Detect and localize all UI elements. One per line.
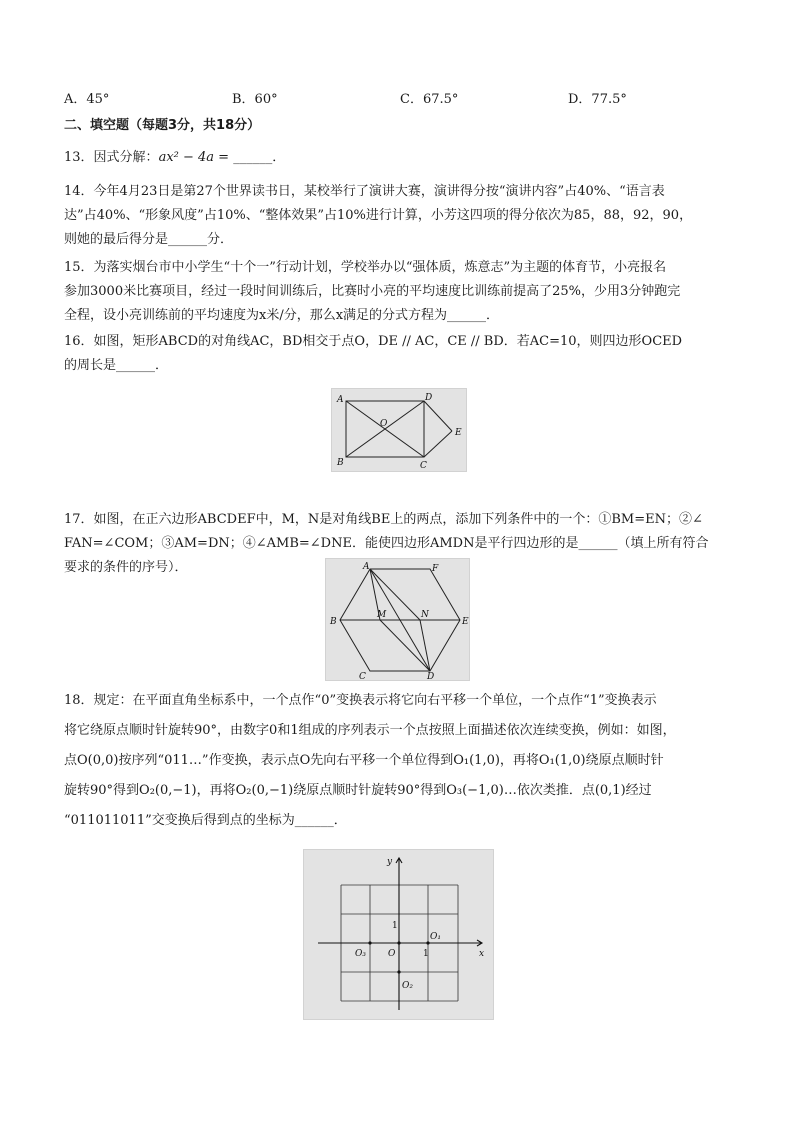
question-13	[64, 146, 740, 170]
q18-figure	[303, 849, 494, 1020]
q18-line-3: 点O(0,0)按序列“011…”作变换，表示点O先向右平移一个单位得到O₁(1,0)，再将O₁(1,0)绕原点顺时针	[64, 753, 664, 768]
label-a: A	[363, 562, 370, 572]
q13-text: 因式分解：	[93, 150, 159, 165]
label-o2: O₂	[402, 981, 413, 991]
q17-figure	[325, 558, 470, 681]
q14-line-2: 达”占40%、“形象风度”占10%、“整体效果”占10%进行计算，小芳这四项的得分依次为85，88，92，90，	[64, 208, 693, 223]
label-a: A	[337, 395, 344, 405]
label-one-x: 1	[423, 949, 429, 959]
segment-de	[424, 401, 452, 431]
section-title: 二、填空题（每题3分，共18分）	[64, 118, 261, 133]
label-one-y: 1	[392, 921, 398, 931]
question-14	[64, 180, 740, 252]
label-o: O	[380, 419, 388, 429]
label-d: D	[425, 393, 433, 403]
option-c: C．67.5°	[400, 92, 459, 107]
label-o1: O₁	[430, 932, 441, 942]
segment-ce	[424, 431, 452, 457]
q15-line-2: 参加3000米比赛项目，经过一段时间训练后，比赛时小亮的平均速度比训练前提高了25%，少用3分钟跑完	[64, 284, 681, 299]
label-c: C	[420, 461, 427, 471]
q16-line-2: 的周长是______．	[64, 358, 169, 373]
label-m: M	[377, 610, 387, 620]
label-o3: O₃	[355, 949, 366, 959]
label-b: B	[330, 617, 337, 627]
q17-line-2: FAN=∠COM；③AM=DN；④∠AMB=∠DNE．能使四边形AMDN是平行四边形的是______（填上所有符合	[64, 536, 709, 551]
q13-num: 13．	[64, 150, 94, 165]
q18-line-4: 旋转90°得到O₂(0,−1)，再将O₂(0,−1)绕原点顺时针旋转90°得到O₃(−1,0)…依次类推．点(0,1)经过	[64, 783, 652, 798]
option-a: A．45°	[64, 92, 110, 107]
label-origin: O	[388, 949, 396, 959]
question-16	[64, 330, 740, 378]
q18-line-2: 将它绕原点顺时针旋转90°，由数字0和1组成的序列表示一个点按照上面描述依次连续变换，例如：如图，	[64, 723, 676, 738]
point-o	[397, 941, 400, 944]
q16-figure	[331, 388, 467, 472]
label-c: C	[359, 672, 366, 680]
label-e: E	[455, 428, 462, 438]
q14-line-1: 14．今年4月23日是第27个世界读书日，某校举行了演讲大赛，演讲得分按“演讲内容”占40%、“语言表	[64, 184, 665, 199]
answer-options	[64, 88, 724, 112]
q14-line-3: 则她的最后得分是______分．	[64, 232, 234, 247]
option-b: B．60°	[232, 92, 278, 107]
q17-figure-svg	[326, 559, 469, 680]
q13-blank: ______	[233, 150, 273, 165]
label-d: D	[427, 672, 435, 680]
label-x: x	[479, 949, 485, 959]
q17-line-3: 要求的条件的序号）．	[64, 560, 188, 575]
question-15	[64, 256, 740, 328]
q16-line-1: 16．如图，矩形ABCD的对角线AC，BD相交于点O，DE // AC，CE // BD．若AC=10，则四边形OCED	[64, 334, 683, 349]
point-o3	[368, 941, 371, 944]
q13-expression: ax² − 4a =	[158, 150, 234, 165]
option-d: D．77.5°	[568, 92, 627, 107]
label-e: E	[462, 617, 469, 627]
q18-line-1: 18．规定：在平面直角坐标系中，一个点作“0”变换表示将它向右平移一个单位，一个点作“1”变换表示	[64, 693, 657, 708]
q15-line-1: 15．为落实烟台市中小学生“十个一”行动计划，学校举办以“强体质，炼意志”为主题的体育节，小亮报名	[64, 260, 667, 275]
q16-figure-svg	[332, 389, 466, 471]
question-18	[64, 686, 740, 836]
label-n: N	[421, 610, 429, 620]
q15-line-3: 全程，设小亮训练前的平均速度为x米/分，那么x满足的分式方程为______．	[64, 308, 500, 323]
q13-end: ．	[272, 150, 286, 165]
label-b: B	[337, 458, 344, 468]
q17-line-1: 17．如图，在正六边形ABCDEF中，M，N是对角线BE上的两点，添加下列条件中的一个：①BM=EN；②∠	[64, 512, 703, 527]
point-o2	[397, 970, 400, 973]
label-y: y	[387, 857, 393, 867]
q18-figure-svg	[304, 850, 493, 1019]
q18-line-5: “011011011”交变换后得到点的坐标为______．	[64, 813, 347, 828]
label-f: F	[432, 564, 439, 574]
